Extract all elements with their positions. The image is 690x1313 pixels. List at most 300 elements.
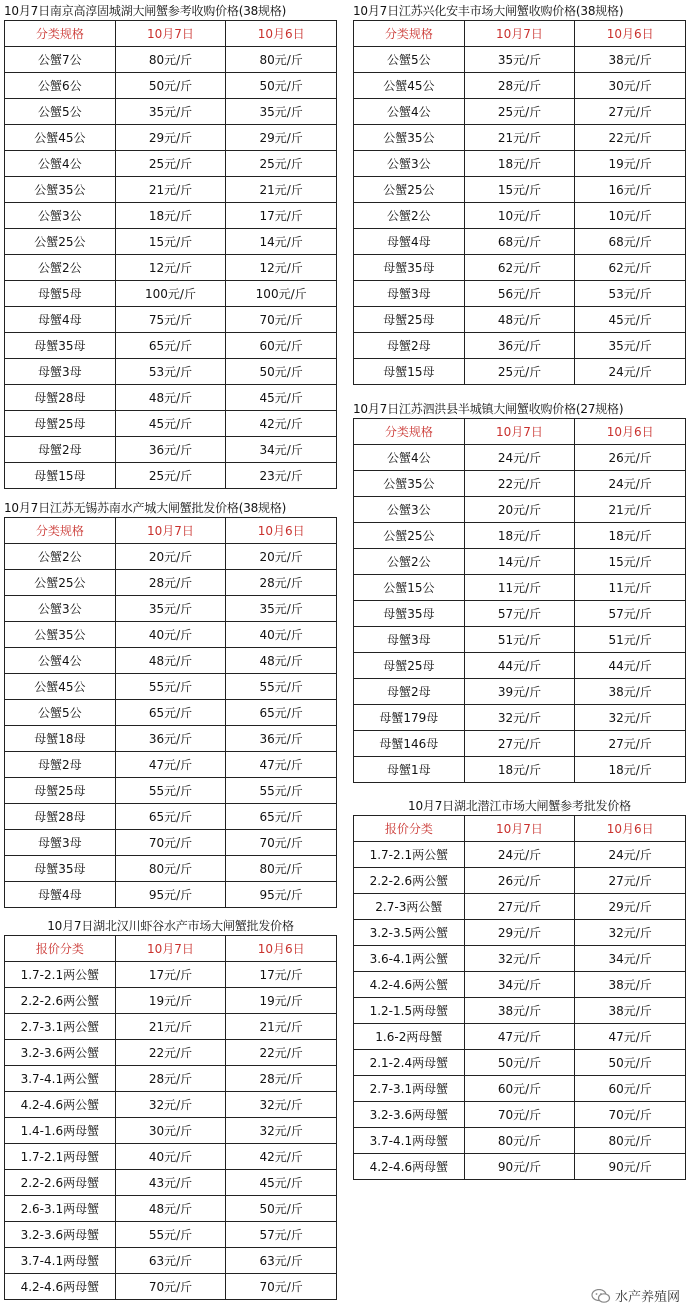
table-row	[5, 255, 337, 281]
spec-cell: 母蟹2母	[354, 679, 465, 705]
column-header: 分类规格	[5, 21, 116, 47]
price-oct6-cell: 21元/斤	[226, 1014, 337, 1040]
price-oct7-cell: 50元/斤	[115, 73, 226, 99]
spec-cell: 母蟹15母	[354, 359, 465, 385]
price-oct7-cell: 48元/斤	[115, 648, 226, 674]
table-header-row	[5, 21, 337, 47]
spec-cell: 4.2-4.6两母蟹	[354, 1154, 465, 1180]
table-row	[354, 177, 686, 203]
price-oct6-cell: 29元/斤	[226, 125, 337, 151]
price-oct6-cell: 19元/斤	[226, 988, 337, 1014]
price-oct7-cell: 100元/斤	[115, 281, 226, 307]
table-row	[354, 1050, 686, 1076]
price-oct7-cell: 34元/斤	[464, 972, 575, 998]
price-oct6-cell: 12元/斤	[226, 255, 337, 281]
price-oct7-cell: 32元/斤	[464, 705, 575, 731]
price-oct6-cell: 35元/斤	[575, 333, 686, 359]
spec-cell: 公蟹25公	[5, 570, 116, 596]
spec-cell: 公蟹25公	[5, 229, 116, 255]
price-oct6-cell: 47元/斤	[226, 752, 337, 778]
price-oct7-cell: 25元/斤	[464, 99, 575, 125]
spec-cell: 3.2-3.6两公蟹	[5, 1040, 116, 1066]
price-oct7-cell: 95元/斤	[115, 882, 226, 908]
price-oct7-cell: 26元/斤	[464, 868, 575, 894]
price-block-qianjiang	[353, 797, 686, 1180]
price-block-sihong	[353, 400, 686, 783]
table-row	[5, 1196, 337, 1222]
price-block-wuxi	[4, 499, 337, 908]
spec-cell: 公蟹2公	[5, 544, 116, 570]
price-table	[353, 815, 686, 1180]
spec-cell: 3.6-4.1两公蟹	[354, 946, 465, 972]
price-oct6-cell: 42元/斤	[226, 411, 337, 437]
table-row	[354, 549, 686, 575]
table-row	[354, 998, 686, 1024]
spec-cell: 公蟹2公	[354, 549, 465, 575]
price-oct6-cell: 29元/斤	[575, 894, 686, 920]
column-header: 10月7日	[115, 936, 226, 962]
price-oct6-cell: 44元/斤	[575, 653, 686, 679]
price-oct7-cell: 35元/斤	[115, 596, 226, 622]
price-oct6-cell: 26元/斤	[575, 445, 686, 471]
table-row	[5, 1066, 337, 1092]
price-oct7-cell: 28元/斤	[464, 73, 575, 99]
column-header: 分类规格	[354, 419, 465, 445]
table-row	[5, 73, 337, 99]
price-oct7-cell: 22元/斤	[464, 471, 575, 497]
spec-cell: 公蟹3公	[5, 596, 116, 622]
price-oct6-cell: 27元/斤	[575, 99, 686, 125]
spec-cell: 母蟹25母	[354, 653, 465, 679]
table-row	[354, 99, 686, 125]
column-header: 10月6日	[575, 419, 686, 445]
spec-cell: 母蟹2母	[5, 437, 116, 463]
price-oct6-cell: 38元/斤	[575, 679, 686, 705]
price-oct6-cell: 34元/斤	[575, 946, 686, 972]
spec-cell: 1.2-1.5两母蟹	[354, 998, 465, 1024]
table-row	[354, 653, 686, 679]
price-oct7-cell: 32元/斤	[464, 946, 575, 972]
price-oct7-cell: 70元/斤	[115, 1274, 226, 1300]
column-header: 10月7日	[464, 21, 575, 47]
price-oct6-cell: 35元/斤	[226, 596, 337, 622]
price-oct7-cell: 80元/斤	[115, 47, 226, 73]
price-oct7-cell: 21元/斤	[464, 125, 575, 151]
watermark	[591, 1286, 680, 1305]
price-oct7-cell: 80元/斤	[464, 1128, 575, 1154]
price-oct7-cell: 20元/斤	[115, 544, 226, 570]
spec-cell: 2.2-2.6两公蟹	[354, 868, 465, 894]
price-oct6-cell: 53元/斤	[575, 281, 686, 307]
price-oct6-cell: 47元/斤	[575, 1024, 686, 1050]
spec-cell: 3.2-3.6两母蟹	[354, 1102, 465, 1128]
price-oct7-cell: 63元/斤	[115, 1248, 226, 1274]
table-row	[354, 471, 686, 497]
price-oct6-cell: 38元/斤	[575, 998, 686, 1024]
spec-cell: 母蟹28母	[5, 385, 116, 411]
price-oct6-cell: 50元/斤	[226, 1196, 337, 1222]
spec-cell: 公蟹4公	[5, 151, 116, 177]
table-row	[5, 177, 337, 203]
spec-cell: 2.7-3.1两母蟹	[354, 1076, 465, 1102]
spec-cell: 3.7-4.1两母蟹	[5, 1248, 116, 1274]
price-oct7-cell: 62元/斤	[464, 255, 575, 281]
price-oct6-cell: 17元/斤	[226, 203, 337, 229]
price-block-hanchuan	[4, 917, 337, 1300]
table-row	[354, 705, 686, 731]
spec-cell: 公蟹2公	[354, 203, 465, 229]
column-header: 10月6日	[575, 21, 686, 47]
price-oct6-cell: 57元/斤	[226, 1222, 337, 1248]
price-oct7-cell: 18元/斤	[464, 523, 575, 549]
price-oct7-cell: 15元/斤	[115, 229, 226, 255]
price-oct7-cell: 25元/斤	[115, 151, 226, 177]
table-header-row	[5, 518, 337, 544]
price-oct6-cell: 55元/斤	[226, 778, 337, 804]
table-row	[354, 445, 686, 471]
table-row	[354, 679, 686, 705]
spec-cell: 公蟹2公	[5, 255, 116, 281]
price-oct6-cell: 65元/斤	[226, 804, 337, 830]
spec-cell: 公蟹35公	[354, 471, 465, 497]
spec-cell: 公蟹6公	[5, 73, 116, 99]
price-oct6-cell: 45元/斤	[226, 385, 337, 411]
price-oct6-cell: 48元/斤	[226, 648, 337, 674]
price-oct6-cell: 24元/斤	[575, 842, 686, 868]
table-row	[354, 1076, 686, 1102]
table-row	[5, 333, 337, 359]
spec-cell: 母蟹35母	[354, 601, 465, 627]
table-row	[354, 1154, 686, 1180]
table-row	[5, 1222, 337, 1248]
price-oct6-cell: 18元/斤	[575, 523, 686, 549]
table-row	[354, 842, 686, 868]
price-table	[4, 517, 337, 908]
table-row	[354, 1024, 686, 1050]
price-oct7-cell: 57元/斤	[464, 601, 575, 627]
table-row	[354, 1102, 686, 1128]
table-row	[354, 601, 686, 627]
price-oct7-cell: 55元/斤	[115, 1222, 226, 1248]
price-oct7-cell: 68元/斤	[464, 229, 575, 255]
spec-cell: 母蟹25母	[354, 307, 465, 333]
price-oct7-cell: 19元/斤	[115, 988, 226, 1014]
table-row	[5, 1014, 337, 1040]
spec-cell: 母蟹3母	[5, 359, 116, 385]
spec-cell: 2.7-3两公蟹	[354, 894, 465, 920]
table-row	[354, 497, 686, 523]
table-header-row	[354, 816, 686, 842]
table-row	[5, 1040, 337, 1066]
spec-cell: 公蟹3公	[354, 497, 465, 523]
spec-cell: 母蟹4母	[5, 882, 116, 908]
table-row	[5, 47, 337, 73]
table-row	[5, 151, 337, 177]
price-oct7-cell: 17元/斤	[115, 962, 226, 988]
price-oct7-cell: 70元/斤	[464, 1102, 575, 1128]
price-oct6-cell: 22元/斤	[575, 125, 686, 151]
price-oct7-cell: 65元/斤	[115, 700, 226, 726]
price-oct6-cell: 45元/斤	[575, 307, 686, 333]
price-oct7-cell: 35元/斤	[464, 47, 575, 73]
spec-cell: 母蟹18母	[5, 726, 116, 752]
column-header: 分类规格	[354, 21, 465, 47]
column-header: 分类规格	[5, 518, 116, 544]
price-oct6-cell: 19元/斤	[575, 151, 686, 177]
table-title: 10月7日湖北潜江市场大闸蟹参考批发价格	[408, 799, 631, 813]
price-oct6-cell: 27元/斤	[575, 731, 686, 757]
price-oct7-cell: 90元/斤	[464, 1154, 575, 1180]
price-oct6-cell: 50元/斤	[575, 1050, 686, 1076]
price-table	[4, 20, 337, 489]
spec-cell: 母蟹4母	[5, 307, 116, 333]
table-row	[5, 99, 337, 125]
price-oct6-cell: 50元/斤	[226, 359, 337, 385]
price-block-xinghua	[353, 2, 686, 385]
price-oct6-cell: 70元/斤	[226, 830, 337, 856]
table-row	[5, 411, 337, 437]
table-row	[354, 523, 686, 549]
table-row	[354, 203, 686, 229]
price-oct6-cell: 15元/斤	[575, 549, 686, 575]
table-row	[5, 726, 337, 752]
watermark-text: 水产养殖网	[614, 1290, 680, 1305]
price-oct6-cell: 90元/斤	[575, 1154, 686, 1180]
price-table	[353, 418, 686, 783]
spec-cell: 母蟹25母	[5, 778, 116, 804]
price-oct6-cell: 34元/斤	[226, 437, 337, 463]
spec-cell: 3.7-4.1两公蟹	[5, 1066, 116, 1092]
price-oct7-cell: 28元/斤	[115, 1066, 226, 1092]
table-row	[354, 731, 686, 757]
price-oct6-cell: 20元/斤	[226, 544, 337, 570]
spec-cell: 1.7-2.1两公蟹	[5, 962, 116, 988]
table-header-row	[354, 419, 686, 445]
price-oct7-cell: 65元/斤	[115, 804, 226, 830]
table-row	[354, 894, 686, 920]
price-oct7-cell: 60元/斤	[464, 1076, 575, 1102]
spec-cell: 母蟹15母	[5, 463, 116, 489]
price-oct6-cell: 42元/斤	[226, 1144, 337, 1170]
table-row	[354, 575, 686, 601]
table-row	[354, 359, 686, 385]
price-oct7-cell: 35元/斤	[115, 99, 226, 125]
price-oct6-cell: 100元/斤	[226, 281, 337, 307]
price-oct7-cell: 36元/斤	[115, 437, 226, 463]
table-row	[5, 674, 337, 700]
price-oct7-cell: 24元/斤	[464, 842, 575, 868]
spec-cell: 母蟹179母	[354, 705, 465, 731]
table-row	[354, 920, 686, 946]
column-header: 10月6日	[575, 816, 686, 842]
price-oct6-cell: 28元/斤	[226, 570, 337, 596]
price-oct7-cell: 10元/斤	[464, 203, 575, 229]
price-oct7-cell: 30元/斤	[115, 1118, 226, 1144]
table-row	[5, 830, 337, 856]
spec-cell: 公蟹25公	[354, 523, 465, 549]
table-row	[354, 972, 686, 998]
price-oct6-cell: 63元/斤	[226, 1248, 337, 1274]
price-oct6-cell: 22元/斤	[226, 1040, 337, 1066]
spec-cell: 公蟹5公	[5, 700, 116, 726]
price-oct7-cell: 53元/斤	[115, 359, 226, 385]
table-row	[354, 1128, 686, 1154]
price-oct7-cell: 29元/斤	[115, 125, 226, 151]
table-title: 10月7日湖北汉川虾谷水产市场大闸蟹批发价格	[47, 919, 294, 933]
price-oct6-cell: 24元/斤	[575, 471, 686, 497]
table-row	[5, 281, 337, 307]
table-row	[354, 281, 686, 307]
price-oct7-cell: 48元/斤	[115, 1196, 226, 1222]
table-row	[5, 307, 337, 333]
spec-cell: 公蟹45公	[5, 125, 116, 151]
price-oct6-cell: 21元/斤	[575, 497, 686, 523]
price-oct6-cell: 62元/斤	[575, 255, 686, 281]
column-header: 10月6日	[226, 518, 337, 544]
wechat-icon	[591, 1289, 611, 1303]
table-row	[5, 229, 337, 255]
spec-cell: 公蟹7公	[5, 47, 116, 73]
price-oct7-cell: 21元/斤	[115, 177, 226, 203]
spec-cell: 母蟹5母	[5, 281, 116, 307]
price-oct7-cell: 27元/斤	[464, 894, 575, 920]
price-oct7-cell: 22元/斤	[115, 1040, 226, 1066]
price-oct6-cell: 65元/斤	[226, 700, 337, 726]
price-oct6-cell: 80元/斤	[226, 47, 337, 73]
price-oct6-cell: 45元/斤	[226, 1170, 337, 1196]
table-row	[354, 868, 686, 894]
spec-cell: 母蟹35母	[5, 856, 116, 882]
price-oct6-cell: 21元/斤	[226, 177, 337, 203]
price-oct7-cell: 28元/斤	[115, 570, 226, 596]
table-row	[354, 333, 686, 359]
spec-cell: 公蟹3公	[5, 203, 116, 229]
price-oct7-cell: 51元/斤	[464, 627, 575, 653]
price-oct7-cell: 18元/斤	[115, 203, 226, 229]
spec-cell: 2.1-2.4两母蟹	[354, 1050, 465, 1076]
price-oct6-cell: 36元/斤	[226, 726, 337, 752]
price-oct7-cell: 25元/斤	[115, 463, 226, 489]
price-oct7-cell: 39元/斤	[464, 679, 575, 705]
table-row	[5, 804, 337, 830]
table-row	[5, 622, 337, 648]
price-oct7-cell: 44元/斤	[464, 653, 575, 679]
spec-cell: 母蟹3母	[354, 281, 465, 307]
price-oct7-cell: 47元/斤	[115, 752, 226, 778]
spec-cell: 3.2-3.5两公蟹	[354, 920, 465, 946]
table-row	[5, 752, 337, 778]
price-oct6-cell: 32元/斤	[226, 1118, 337, 1144]
spec-cell: 1.6-2两母蟹	[354, 1024, 465, 1050]
price-oct7-cell: 12元/斤	[115, 255, 226, 281]
price-oct7-cell: 70元/斤	[115, 830, 226, 856]
table-row	[5, 778, 337, 804]
spec-cell: 母蟹2母	[354, 333, 465, 359]
price-oct6-cell: 28元/斤	[226, 1066, 337, 1092]
spec-cell: 4.2-4.6两母蟹	[5, 1274, 116, 1300]
price-oct7-cell: 36元/斤	[464, 333, 575, 359]
price-oct6-cell: 25元/斤	[226, 151, 337, 177]
table-row	[5, 544, 337, 570]
spec-cell: 母蟹4母	[354, 229, 465, 255]
table-title: 10月7日江苏兴化安丰市场大闸蟹收购价格(38规格)	[353, 4, 624, 18]
price-oct6-cell: 80元/斤	[575, 1128, 686, 1154]
spec-cell: 公蟹35公	[354, 125, 465, 151]
spec-cell: 2.7-3.1两公蟹	[5, 1014, 116, 1040]
price-oct7-cell: 50元/斤	[464, 1050, 575, 1076]
column-header: 10月7日	[464, 419, 575, 445]
table-row	[5, 700, 337, 726]
table-row	[5, 125, 337, 151]
spec-cell: 公蟹3公	[354, 151, 465, 177]
price-oct6-cell: 35元/斤	[226, 99, 337, 125]
table-row	[5, 385, 337, 411]
table-row	[354, 255, 686, 281]
column-header: 10月7日	[464, 816, 575, 842]
price-oct7-cell: 38元/斤	[464, 998, 575, 1024]
price-oct7-cell: 80元/斤	[115, 856, 226, 882]
price-oct7-cell: 29元/斤	[464, 920, 575, 946]
price-oct6-cell: 50元/斤	[226, 73, 337, 99]
spec-cell: 公蟹4公	[5, 648, 116, 674]
table-row	[5, 988, 337, 1014]
spec-cell: 公蟹35公	[5, 177, 116, 203]
price-oct6-cell: 68元/斤	[575, 229, 686, 255]
table-row	[354, 946, 686, 972]
price-oct6-cell: 17元/斤	[226, 962, 337, 988]
price-oct7-cell: 15元/斤	[464, 177, 575, 203]
price-oct6-cell: 70元/斤	[575, 1102, 686, 1128]
spec-cell: 公蟹45公	[354, 73, 465, 99]
spec-cell: 母蟹35母	[354, 255, 465, 281]
table-row	[5, 359, 337, 385]
spec-cell: 公蟹25公	[354, 177, 465, 203]
price-oct7-cell: 27元/斤	[464, 731, 575, 757]
table-row	[354, 47, 686, 73]
table-row	[5, 882, 337, 908]
price-oct7-cell: 18元/斤	[464, 757, 575, 783]
table-row	[5, 1144, 337, 1170]
table-title: 10月7日江苏无锡苏南水产城大闸蟹批发价格(38规格)	[4, 501, 287, 515]
price-oct7-cell: 40元/斤	[115, 622, 226, 648]
price-oct7-cell: 20元/斤	[464, 497, 575, 523]
table-row	[5, 962, 337, 988]
spec-cell: 公蟹5公	[5, 99, 116, 125]
table-row	[354, 125, 686, 151]
table-row	[5, 1092, 337, 1118]
table-row	[354, 307, 686, 333]
spec-cell: 4.2-4.6两公蟹	[354, 972, 465, 998]
price-oct7-cell: 48元/斤	[464, 307, 575, 333]
spec-cell: 2.6-3.1两母蟹	[5, 1196, 116, 1222]
price-oct6-cell: 51元/斤	[575, 627, 686, 653]
price-block-gaochun	[4, 2, 337, 489]
price-oct6-cell: 16元/斤	[575, 177, 686, 203]
table-row	[5, 1274, 337, 1300]
table-row	[5, 596, 337, 622]
price-oct7-cell: 47元/斤	[464, 1024, 575, 1050]
price-oct6-cell: 55元/斤	[226, 674, 337, 700]
price-oct6-cell: 32元/斤	[226, 1092, 337, 1118]
column-header: 10月7日	[115, 21, 226, 47]
price-oct6-cell: 10元/斤	[575, 203, 686, 229]
spec-cell: 3.7-4.1两母蟹	[354, 1128, 465, 1154]
price-oct6-cell: 23元/斤	[226, 463, 337, 489]
spec-cell: 2.2-2.6两母蟹	[5, 1170, 116, 1196]
price-oct6-cell: 40元/斤	[226, 622, 337, 648]
table-row	[354, 757, 686, 783]
spec-cell: 母蟹3母	[5, 830, 116, 856]
